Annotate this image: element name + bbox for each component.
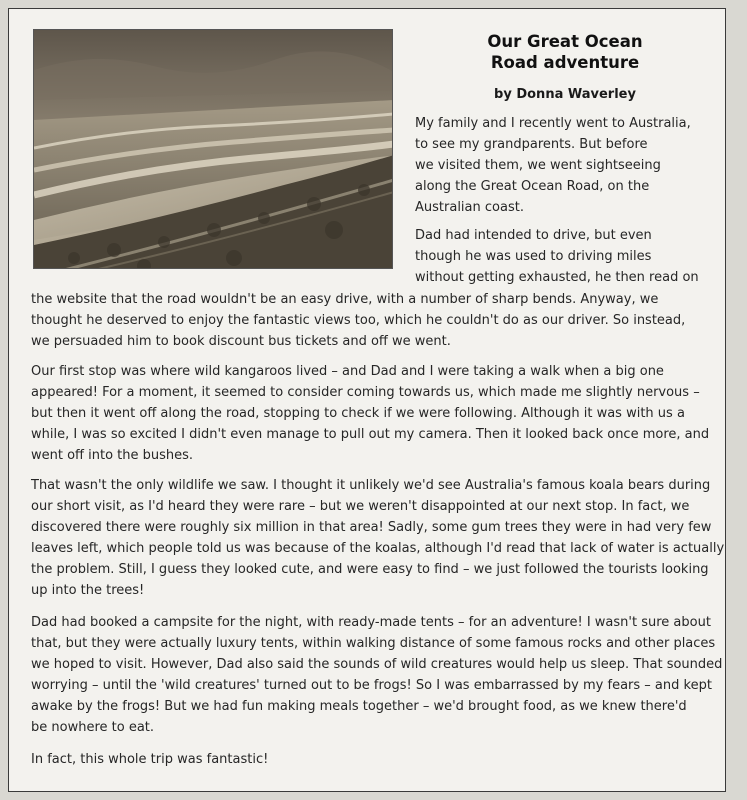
article-title (407, 31, 723, 73)
text-line: that, but they were actually luxury tents, within walking distance of some famous rocks and other places (31, 636, 716, 651)
text-line: up into the trees! (31, 583, 145, 598)
text-line: we persuaded him to book discount bus tickets and off we went. (31, 334, 451, 349)
text-line: Dad had intended to drive, but even (415, 228, 652, 243)
text-line: to see my grandparents. But before (415, 137, 648, 152)
text-line: That wasn't the only wildlife we saw. I thought it unlikely we'd see Australia's famous koala bears during (31, 478, 711, 493)
text-line: My family and I recently went to Australia, (415, 116, 691, 131)
text-line: be nowhere to eat. (31, 720, 155, 735)
text-line: though he was used to driving miles (415, 249, 652, 264)
text-line: our short visit, as I'd heard they were rare – but we weren't disappointed at our next stop. In fact, we (31, 499, 690, 514)
text-line: In fact, this whole trip was fantastic! (31, 752, 269, 767)
coastal-road-photo (33, 29, 393, 269)
title-line-2: Road adventure (490, 53, 640, 72)
text-line: the problem. Still, I guess they looked cute, and were easy to find – we just followed the tourists looking (31, 562, 709, 577)
text-line: Our first stop was where wild kangaroos lived – and Dad and I were taking a walk when a big one (31, 364, 664, 379)
title-line-1: Our Great Ocean (487, 32, 643, 51)
text-line: the website that the road wouldn't be an easy drive, with a number of sharp bends. Anyway, we (31, 292, 659, 307)
text-line: but then it went off along the road, stopping to check if we were following. Although it was with us a (31, 406, 685, 421)
byline: by Donna Waverley (494, 87, 636, 102)
text-line: appeared! For a moment, it seemed to consider coming towards us, which made me slightly nervous – (31, 385, 700, 400)
text-line: leaves left, which people told us was because of the koalas, although I'd read that lack of water is actually (31, 541, 725, 556)
text-line: along the Great Ocean Road, on the (415, 179, 650, 194)
text-line: went off into the bushes. (31, 448, 194, 463)
text-line: while, I was so excited I didn't even manage to pull out my camera. Then it looked back once more, and (31, 427, 710, 442)
text-line: discovered there were roughly six million in that area! Sadly, some gum trees they were in had very few (31, 520, 712, 535)
text-line: without getting exhausted, he then read on (415, 270, 699, 285)
text-line: thought he deserved to enjoy the fantastic views too, which he couldn't do as our driver. So instead, (31, 313, 686, 328)
text-line: Australian coast. (415, 200, 524, 215)
text-line: awake by the frogs! But we had fun making meals together – we'd brought food, as we knew there'd (31, 699, 687, 714)
text-line: we visited them, we went sightseeing (415, 158, 661, 173)
article-page (8, 8, 726, 792)
text-line: we hoped to visit. However, Dad also said the sounds of wild creatures would help us sleep. That sounded (31, 657, 723, 672)
text-line: Dad had booked a campsite for the night, with ready-made tents – for an adventure! I wasn't sure about (31, 615, 711, 630)
text-line: worrying – until the 'wild creatures' turned out to be frogs! So I was embarrassed by my fears – and kept (31, 678, 712, 693)
